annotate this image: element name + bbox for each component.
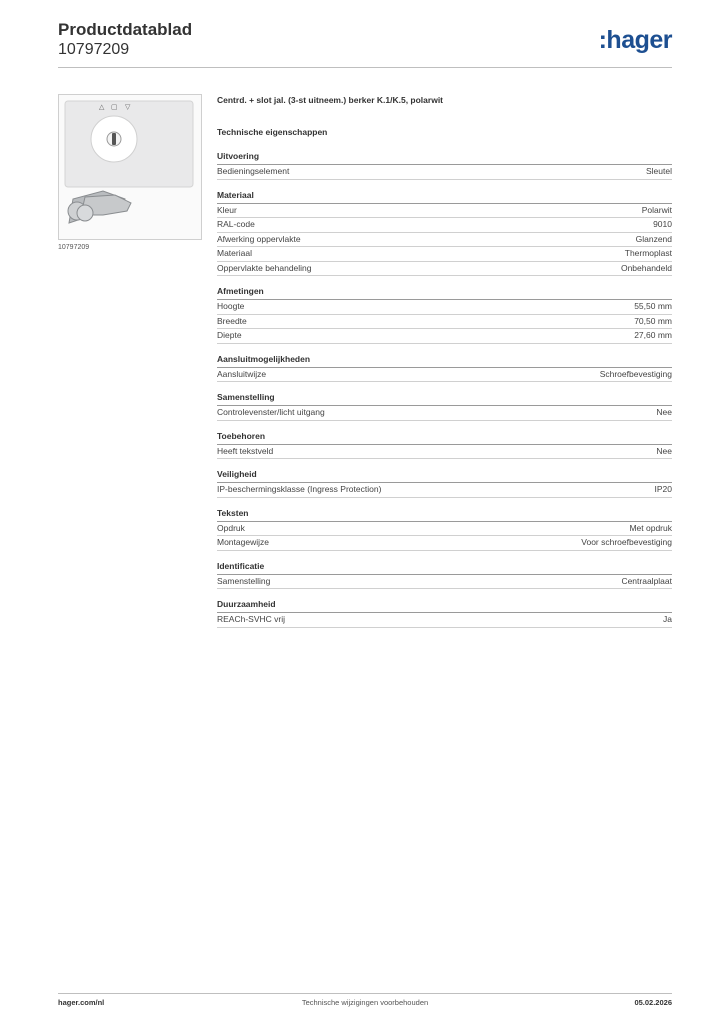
- spec-value: Onbehandeld: [620, 262, 672, 273]
- spec-row: [217, 368, 672, 383]
- spec-row: [217, 329, 672, 344]
- section-heading: Teksten: [217, 508, 672, 522]
- spec-row: [217, 536, 672, 551]
- symbol-stop: ▢: [111, 103, 118, 111]
- spec-value: 55,50 mm: [634, 301, 672, 311]
- spec-row: [217, 613, 672, 628]
- section-heading: Veiligheid: [217, 469, 672, 483]
- section-heading: Aansluitmogelijkheden: [217, 354, 672, 368]
- section-heading: Materiaal: [217, 190, 672, 204]
- spec-label: Hoogte: [217, 301, 245, 311]
- spec-value: Met opdruk: [629, 522, 672, 533]
- spec-section: [217, 599, 672, 628]
- spec-content: [217, 95, 672, 628]
- section-heading: Afmetingen: [217, 286, 672, 300]
- spec-row: [217, 262, 672, 277]
- section-heading: Identificatie: [217, 561, 672, 575]
- spec-row: [217, 483, 672, 498]
- spec-section: [217, 354, 672, 383]
- spec-sections: [217, 151, 672, 628]
- spec-label: Oppervlakte behandeling: [217, 262, 312, 273]
- footer-website[interactable]: hager.com/nl: [58, 998, 105, 1007]
- hager-logo: :hager: [598, 26, 672, 54]
- spec-value: Ja: [663, 614, 672, 624]
- symbol-down: ▽: [125, 103, 131, 111]
- section-heading: Toebehoren: [217, 431, 672, 445]
- product-image: [58, 94, 202, 240]
- spec-row: [217, 300, 672, 315]
- product-illustration: [59, 95, 201, 239]
- spec-value: Nee: [656, 407, 672, 417]
- footer-disclaimer: Technische wijzigingen voorbehouden: [301, 998, 429, 1007]
- spec-value: Thermoplast: [624, 248, 672, 258]
- spec-value: Glanzend: [635, 233, 672, 244]
- keys-icon: [68, 191, 131, 223]
- spec-label: RAL-code: [217, 219, 255, 229]
- spec-row: [217, 165, 672, 180]
- symbol-up: △: [99, 103, 105, 111]
- spec-label: Samenstelling: [217, 575, 271, 586]
- page-title: Productdatablad: [58, 20, 193, 39]
- spec-label: Kleur: [217, 204, 237, 215]
- section-heading: Uitvoering: [217, 151, 672, 165]
- spec-row: [217, 204, 672, 219]
- spec-value: Voor schroefbevestiging: [581, 537, 672, 547]
- spec-label: Controlevenster/licht uitgang: [217, 407, 325, 417]
- spec-section: [217, 431, 672, 460]
- spec-value: 70,50 mm: [634, 315, 672, 326]
- spec-label: Heeft tekstveld: [217, 445, 274, 456]
- section-heading: Samenstelling: [217, 392, 672, 406]
- spec-section: [217, 286, 672, 344]
- spec-label: REACh-SVHC vrij: [217, 614, 286, 624]
- spec-label: Breedte: [217, 315, 247, 326]
- spec-section: [217, 469, 672, 498]
- footer-date: 05.02.2026: [634, 998, 672, 1007]
- spec-value: Nee: [656, 445, 672, 456]
- spec-label: Opdruk: [217, 522, 245, 533]
- spec-row: [217, 575, 672, 590]
- spec-row: [217, 247, 672, 262]
- footer-divider: [58, 993, 672, 994]
- section-heading: Duurzaamheid: [217, 599, 672, 613]
- spec-value: Sleutel: [646, 166, 672, 176]
- spec-value: 27,60 mm: [634, 330, 672, 340]
- header-divider: [58, 67, 672, 68]
- spec-label: Afwerking oppervlakte: [217, 233, 301, 244]
- spec-label: Aansluitwijze: [217, 368, 267, 379]
- spec-row: [217, 218, 672, 233]
- spec-row: [217, 522, 672, 537]
- spec-section: [217, 561, 672, 590]
- spec-row: [217, 406, 672, 421]
- spec-value: Centraalplaat: [621, 575, 672, 586]
- spec-row: [217, 315, 672, 330]
- spec-value: IP20: [654, 484, 672, 494]
- spec-section: [217, 392, 672, 421]
- image-caption: 10797209: [58, 244, 90, 251]
- spec-label: Montagewijze: [217, 537, 269, 547]
- spec-section: [217, 151, 672, 180]
- product-number: 10797209: [58, 41, 130, 58]
- spec-label: Bedieningselement: [217, 166, 290, 176]
- spec-value: Polarwit: [641, 204, 672, 215]
- spec-value: 9010: [653, 219, 672, 229]
- spec-label: IP-beschermingsklasse (Ingress Protection): [217, 484, 382, 494]
- document-header: [58, 20, 192, 60]
- spec-label: Materiaal: [217, 248, 252, 258]
- spec-label: Diepte: [217, 330, 242, 340]
- specs-subtitle: Technische eigenschappen: [217, 127, 328, 137]
- spec-row: [217, 445, 672, 460]
- spec-row: [217, 233, 672, 248]
- product-title: Centrd. + slot jal. (3-st uitneem.) berker K.1/K.5, polarwit: [217, 95, 444, 105]
- spec-section: [217, 508, 672, 551]
- spec-section: [217, 190, 672, 277]
- spec-value: Schroefbevestiging: [599, 368, 672, 379]
